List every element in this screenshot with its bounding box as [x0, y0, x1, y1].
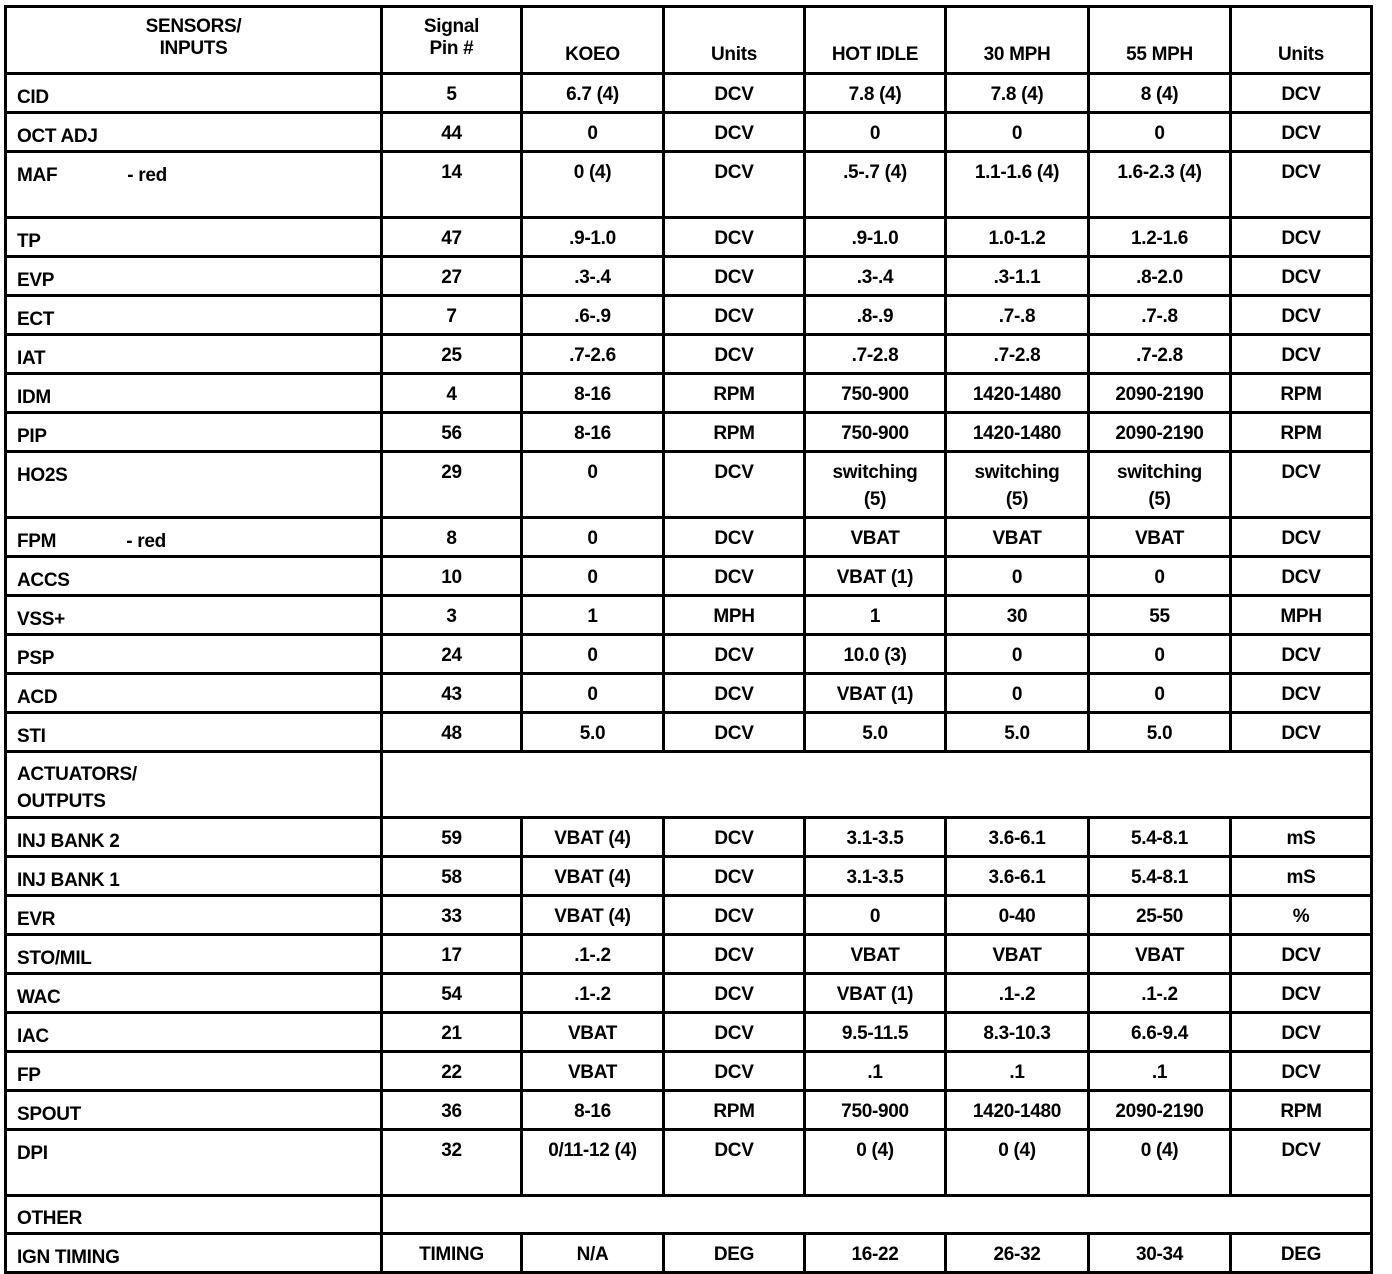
value-cell: DCV — [664, 1052, 805, 1091]
row-label-cell — [6, 857, 382, 896]
value-cell: DCV — [1231, 335, 1372, 374]
table-row — [6, 1234, 1372, 1273]
value-cell: DCV — [1231, 1013, 1372, 1052]
value-cell: .9-1.0 — [805, 218, 946, 257]
row-label: ACCS — [17, 570, 70, 591]
value-cell: 8 (4) — [1089, 74, 1231, 113]
table-row — [6, 674, 1372, 713]
value-cell: 32 — [382, 1130, 522, 1196]
row-label-cell — [6, 1130, 382, 1196]
row-label-cell — [6, 935, 382, 974]
value-cell: DCV — [1231, 296, 1372, 335]
header-55-mph: 55 MPH — [1089, 7, 1231, 74]
value-cell: RPM — [664, 413, 805, 452]
table-row — [6, 557, 1372, 596]
value-cell: .7-2.6 — [522, 335, 664, 374]
value-cell: 26-32 — [946, 1234, 1089, 1273]
value-cell: switching (5) — [1089, 452, 1231, 518]
value-cell: 2090-2190 — [1089, 374, 1231, 413]
value-cell: DCV — [664, 935, 805, 974]
table-row — [6, 818, 1372, 857]
value-cell: .1-.2 — [522, 935, 664, 974]
value-cell: 7.8 (4) — [805, 74, 946, 113]
value-cell: DCV — [1231, 935, 1372, 974]
row-label-cell — [6, 413, 382, 452]
table-row — [6, 1013, 1372, 1052]
value-cell: 0 — [1089, 113, 1231, 152]
value-cell: DCV — [664, 674, 805, 713]
value-cell: .8-.9 — [805, 296, 946, 335]
value-cell: 1.0-1.2 — [946, 218, 1089, 257]
value-cell: 10 — [382, 557, 522, 596]
value-cell: 0 — [946, 113, 1089, 152]
value-cell: DCV — [664, 257, 805, 296]
row-label: INJ BANK 2 — [17, 831, 120, 852]
table-row — [6, 152, 1372, 218]
value-cell: 4 — [382, 374, 522, 413]
row-label: SPOUT — [17, 1104, 81, 1125]
row-label-cell — [6, 296, 382, 335]
value-cell: VBAT (1) — [805, 974, 946, 1013]
value-cell: DCV — [1231, 713, 1372, 752]
value-cell: 0 — [946, 557, 1089, 596]
value-cell: DCV — [1231, 452, 1372, 518]
value-cell: 0 — [522, 635, 664, 674]
value-cell: 0 — [1089, 674, 1231, 713]
value-cell: DCV — [664, 152, 805, 218]
value-cell: .1-.2 — [946, 974, 1089, 1013]
table-row — [6, 296, 1372, 335]
value-cell: 22 — [382, 1052, 522, 1091]
value-cell: 59 — [382, 818, 522, 857]
row-label-cell — [6, 452, 382, 518]
value-cell: VBAT (4) — [522, 896, 664, 935]
value-cell: DCV — [664, 335, 805, 374]
row-label-cell — [6, 257, 382, 296]
header-sensors-inputs: SENSORS/ INPUTS — [6, 7, 382, 74]
row-label-cell — [6, 974, 382, 1013]
value-cell: VBAT — [946, 518, 1089, 557]
value-cell: 3.6-6.1 — [946, 818, 1089, 857]
value-cell: DCV — [664, 713, 805, 752]
value-cell: 1.6-2.3 (4) — [1089, 152, 1231, 218]
value-cell: 43 — [382, 674, 522, 713]
value-cell: 25 — [382, 335, 522, 374]
table-row — [6, 518, 1372, 557]
value-cell: DCV — [1231, 257, 1372, 296]
value-cell: 1 — [522, 596, 664, 635]
row-label: IAT — [17, 348, 46, 369]
value-cell: 0 (4) — [1089, 1130, 1231, 1196]
value-cell: .7-2.8 — [946, 335, 1089, 374]
value-cell: .7-2.8 — [805, 335, 946, 374]
value-cell: 750-900 — [805, 374, 946, 413]
row-label-cell — [6, 113, 382, 152]
value-cell: TIMING — [382, 1234, 522, 1273]
value-cell: 1 — [805, 596, 946, 635]
value-cell: DCV — [664, 557, 805, 596]
value-cell: DCV — [1231, 74, 1372, 113]
value-cell: 0 — [805, 113, 946, 152]
row-label-cell — [6, 1013, 382, 1052]
value-cell: 8-16 — [522, 1091, 664, 1130]
value-cell: 3.1-3.5 — [805, 857, 946, 896]
value-cell: 33 — [382, 896, 522, 935]
table-row — [6, 413, 1372, 452]
table-row — [6, 974, 1372, 1013]
table-row — [6, 218, 1372, 257]
value-cell: 0 (4) — [522, 152, 664, 218]
value-cell: 7.8 (4) — [946, 74, 1089, 113]
row-label-cell — [6, 896, 382, 935]
value-cell: VBAT (1) — [805, 557, 946, 596]
section-blank-cell — [382, 1196, 1372, 1234]
value-cell: DCV — [664, 818, 805, 857]
table-body — [6, 74, 1372, 1273]
row-label: TP — [17, 231, 41, 252]
value-cell: 7 — [382, 296, 522, 335]
value-cell: DCV — [1231, 674, 1372, 713]
row-label-cell — [6, 1091, 382, 1130]
value-cell: 3.1-3.5 — [805, 818, 946, 857]
value-cell: 0 — [522, 557, 664, 596]
value-cell: VBAT (4) — [522, 857, 664, 896]
row-label-cell — [6, 713, 382, 752]
value-cell: 21 — [382, 1013, 522, 1052]
value-cell: 29 — [382, 452, 522, 518]
value-cell: 0 (4) — [946, 1130, 1089, 1196]
row-label: MAF — [17, 165, 58, 186]
row-label: STO/MIL — [17, 948, 92, 969]
value-cell: 8-16 — [522, 413, 664, 452]
value-cell: DCV — [1231, 557, 1372, 596]
value-cell: VBAT — [805, 935, 946, 974]
header-30-mph: 30 MPH — [946, 7, 1089, 74]
value-cell: 48 — [382, 713, 522, 752]
value-cell: .1-.2 — [522, 974, 664, 1013]
value-cell: 25-50 — [1089, 896, 1231, 935]
value-cell: 5.0 — [946, 713, 1089, 752]
row-label-cell — [6, 335, 382, 374]
value-cell: 3 — [382, 596, 522, 635]
value-cell: 30 — [946, 596, 1089, 635]
value-cell: 5.0 — [522, 713, 664, 752]
value-cell: 3.6-6.1 — [946, 857, 1089, 896]
value-cell: DCV — [664, 74, 805, 113]
value-cell: DCV — [1231, 152, 1372, 218]
value-cell: DCV — [664, 113, 805, 152]
value-cell: mS — [1231, 818, 1372, 857]
value-cell: RPM — [1231, 374, 1372, 413]
row-label-cell — [6, 674, 382, 713]
value-cell: DCV — [664, 974, 805, 1013]
header-signal-pin: Signal Pin # — [382, 7, 522, 74]
row-label: IGN TIMING — [17, 1247, 120, 1268]
table-row — [6, 596, 1372, 635]
value-cell: 0 — [946, 635, 1089, 674]
table-row — [6, 935, 1372, 974]
value-cell: DCV — [664, 1130, 805, 1196]
value-cell: .1 — [1089, 1052, 1231, 1091]
value-cell: 0 — [522, 674, 664, 713]
value-cell: mS — [1231, 857, 1372, 896]
row-label-cell — [6, 635, 382, 674]
value-cell: DCV — [664, 452, 805, 518]
value-cell: 5.0 — [1089, 713, 1231, 752]
row-label-cell — [6, 818, 382, 857]
header-koeo: KOEO — [522, 7, 664, 74]
value-cell: DCV — [664, 518, 805, 557]
row-label: WAC — [17, 987, 61, 1008]
section-title: OTHER — [6, 1196, 382, 1234]
value-cell: VBAT (1) — [805, 674, 946, 713]
value-cell: 56 — [382, 413, 522, 452]
table-row — [6, 113, 1372, 152]
value-cell: DEG — [1231, 1234, 1372, 1273]
value-cell: 0 (4) — [805, 1130, 946, 1196]
value-cell: 8 — [382, 518, 522, 557]
row-label: VSS+ — [17, 609, 65, 630]
row-label: ACD — [17, 687, 58, 708]
value-cell: 5 — [382, 74, 522, 113]
header-row — [6, 7, 1372, 74]
value-cell: 44 — [382, 113, 522, 152]
value-cell: 47 — [382, 218, 522, 257]
row-label: DPI — [17, 1143, 48, 1164]
row-label-cell — [6, 218, 382, 257]
value-cell: VBAT — [1089, 935, 1231, 974]
value-cell: DCV — [1231, 974, 1372, 1013]
table-row — [6, 1091, 1372, 1130]
value-cell: DCV — [1231, 635, 1372, 674]
row-label-cell — [6, 1052, 382, 1091]
row-label: FPM — [17, 531, 57, 552]
value-cell: .6-.9 — [522, 296, 664, 335]
value-cell: 0 — [1089, 557, 1231, 596]
value-cell: .1 — [946, 1052, 1089, 1091]
row-label-cell — [6, 518, 382, 557]
value-cell: 9.5-11.5 — [805, 1013, 946, 1052]
value-cell: DCV — [1231, 113, 1372, 152]
value-cell: 1420-1480 — [946, 413, 1089, 452]
value-cell: 6.7 (4) — [522, 74, 664, 113]
row-label: PIP — [17, 426, 47, 447]
value-cell: N/A — [522, 1234, 664, 1273]
value-cell: DCV — [1231, 218, 1372, 257]
row-label: OCT ADJ — [17, 126, 98, 147]
row-label: IAC — [17, 1026, 49, 1047]
value-cell: RPM — [664, 1091, 805, 1130]
row-note: - red — [127, 165, 167, 186]
row-label-cell — [6, 1234, 382, 1273]
value-cell: switching (5) — [946, 452, 1089, 518]
value-cell: 55 — [1089, 596, 1231, 635]
value-cell: RPM — [1231, 413, 1372, 452]
value-cell: DCV — [664, 218, 805, 257]
row-label: CID — [17, 87, 49, 108]
value-cell: 8-16 — [522, 374, 664, 413]
value-cell: .5-.7 (4) — [805, 152, 946, 218]
value-cell: % — [1231, 896, 1372, 935]
value-cell: .3-.4 — [522, 257, 664, 296]
section-header-row — [6, 1196, 1372, 1234]
row-label-cell — [6, 557, 382, 596]
value-cell: DCV — [1231, 1130, 1372, 1196]
value-cell: 36 — [382, 1091, 522, 1130]
value-cell: 0 — [522, 518, 664, 557]
row-label: ECT — [17, 309, 55, 330]
value-cell: .9-1.0 — [522, 218, 664, 257]
value-cell: 0/11-12 (4) — [522, 1130, 664, 1196]
value-cell: switching (5) — [805, 452, 946, 518]
value-cell: 0 — [1089, 635, 1231, 674]
row-label-cell — [6, 74, 382, 113]
value-cell: .3-1.1 — [946, 257, 1089, 296]
row-label-cell — [6, 596, 382, 635]
value-cell: DCV — [664, 635, 805, 674]
table-row — [6, 74, 1372, 113]
table-row — [6, 713, 1372, 752]
value-cell: VBAT — [805, 518, 946, 557]
value-cell: .1-.2 — [1089, 974, 1231, 1013]
row-label: INJ BANK 1 — [17, 870, 120, 891]
table-row — [6, 374, 1372, 413]
value-cell: VBAT — [946, 935, 1089, 974]
value-cell: 2090-2190 — [1089, 1091, 1231, 1130]
value-cell: DCV — [664, 296, 805, 335]
table-row — [6, 1052, 1372, 1091]
value-cell: 1420-1480 — [946, 374, 1089, 413]
value-cell: 5.4-8.1 — [1089, 857, 1231, 896]
value-cell: 1420-1480 — [946, 1091, 1089, 1130]
value-cell: VBAT — [522, 1052, 664, 1091]
value-cell: 2090-2190 — [1089, 413, 1231, 452]
value-cell: VBAT — [1089, 518, 1231, 557]
value-cell: 5.0 — [805, 713, 946, 752]
table-row — [6, 857, 1372, 896]
value-cell: 1.2-1.6 — [1089, 218, 1231, 257]
value-cell: .7-2.8 — [1089, 335, 1231, 374]
value-cell: 0-40 — [946, 896, 1089, 935]
row-label: EVP — [17, 270, 55, 291]
value-cell: 58 — [382, 857, 522, 896]
table-row — [6, 257, 1372, 296]
table-row — [6, 335, 1372, 374]
row-label: HO2S — [17, 465, 68, 486]
value-cell: 750-900 — [805, 413, 946, 452]
value-cell: DEG — [664, 1234, 805, 1273]
value-cell: 5.4-8.1 — [1089, 818, 1231, 857]
row-label: IDM — [17, 387, 51, 408]
row-label-cell — [6, 374, 382, 413]
header-units-2: Units — [1231, 7, 1372, 74]
value-cell: DCV — [664, 896, 805, 935]
header-units: Units — [664, 7, 805, 74]
row-label: FP — [17, 1065, 41, 1086]
table-row — [6, 896, 1372, 935]
value-cell: .1 — [805, 1052, 946, 1091]
table-row — [6, 452, 1372, 518]
value-cell: DCV — [664, 1013, 805, 1052]
row-label-cell — [6, 152, 382, 218]
value-cell: MPH — [1231, 596, 1372, 635]
value-cell: .7-.8 — [946, 296, 1089, 335]
value-cell: DCV — [1231, 1052, 1372, 1091]
value-cell: 17 — [382, 935, 522, 974]
row-label: EVR — [17, 909, 56, 930]
value-cell: RPM — [1231, 1091, 1372, 1130]
value-cell: .7-.8 — [1089, 296, 1231, 335]
row-note: - red — [126, 531, 166, 552]
value-cell: DCV — [1231, 518, 1372, 557]
value-cell: .8-2.0 — [1089, 257, 1231, 296]
table-row — [6, 1130, 1372, 1196]
value-cell: 750-900 — [805, 1091, 946, 1130]
value-cell: VBAT — [522, 1013, 664, 1052]
value-cell: 0 — [522, 113, 664, 152]
value-cell: 14 — [382, 152, 522, 218]
value-cell: VBAT (4) — [522, 818, 664, 857]
value-cell: 16-22 — [805, 1234, 946, 1273]
value-cell: 27 — [382, 257, 522, 296]
section-header-row — [6, 752, 1372, 818]
value-cell: 30-34 — [1089, 1234, 1231, 1273]
value-cell: DCV — [664, 857, 805, 896]
section-title: ACTUATORS/ OUTPUTS — [6, 752, 382, 818]
value-cell: MPH — [664, 596, 805, 635]
value-cell: 0 — [522, 452, 664, 518]
value-cell: 24 — [382, 635, 522, 674]
value-cell: 1.1-1.6 (4) — [946, 152, 1089, 218]
value-cell: 0 — [946, 674, 1089, 713]
value-cell: 0 — [805, 896, 946, 935]
sensor-spec-table — [4, 5, 1373, 1274]
value-cell: 8.3-10.3 — [946, 1013, 1089, 1052]
value-cell: 10.0 (3) — [805, 635, 946, 674]
row-label: STI — [17, 726, 46, 747]
value-cell: RPM — [664, 374, 805, 413]
header-hot-idle: HOT IDLE — [805, 7, 946, 74]
table-row — [6, 635, 1372, 674]
section-blank-cell — [382, 752, 1372, 818]
value-cell: .3-.4 — [805, 257, 946, 296]
value-cell: 6.6-9.4 — [1089, 1013, 1231, 1052]
row-label: PSP — [17, 648, 55, 669]
value-cell: 54 — [382, 974, 522, 1013]
